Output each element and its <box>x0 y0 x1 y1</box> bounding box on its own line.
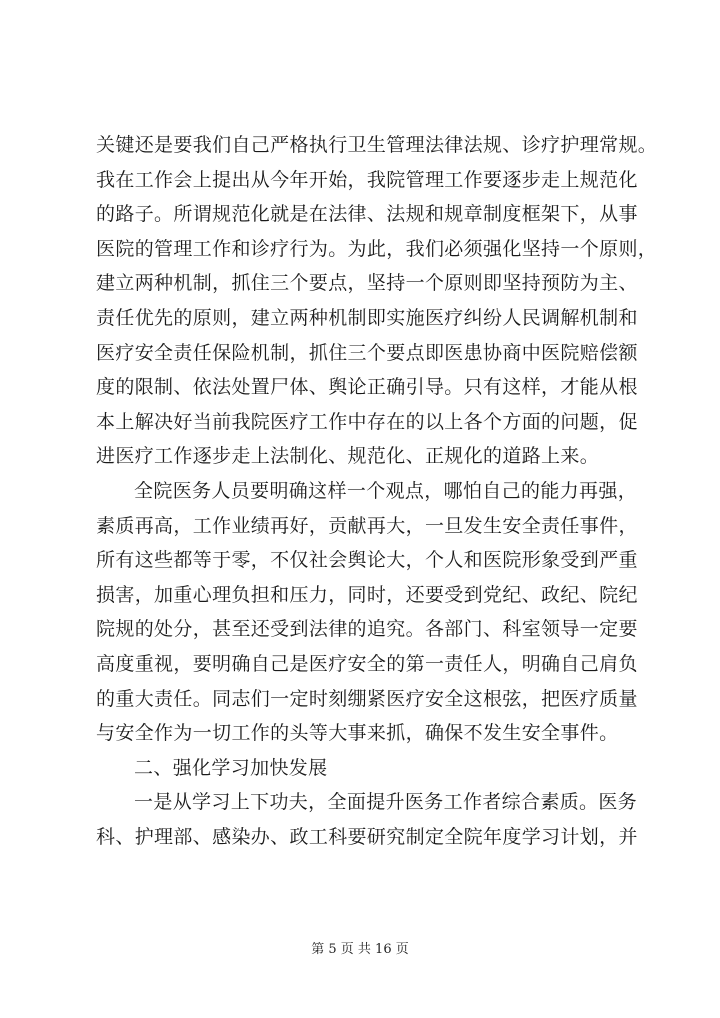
text-line: 科、护理部、感染办、政工科要研究制定全院年度学习计划，并 <box>96 825 638 848</box>
text-line: 损害，加重心理负担和压力，同时，还要受到党纪、政纪、院纪 <box>96 583 638 606</box>
text-line: 的重大责任。同志们一定时刻绷紧医疗安全这根弦，把医疗质量 <box>96 687 638 710</box>
text-line: 本上解决好当前我院医疗工作中存在的以上各个方面的问题，促 <box>96 410 638 433</box>
paragraph-start-line: 一是从学习上下功夫，全面提升医务工作者综合素质。医务 <box>134 791 638 814</box>
text-line: 素质再高，工作业绩再好，贡献再大，一旦发生安全责任事件， <box>96 514 638 537</box>
text-line: 的路子。所谓规范化就是在法律、法规和规章制度框架下，从事 <box>96 203 638 226</box>
body-text <box>96 128 656 854</box>
text-line: 我在工作会上提出从今年开始，我院管理工作要逐步走上规范化 <box>96 168 638 191</box>
paragraph-start-line: 全院医务人员要明确这样一个观点，哪怕自己的能力再强， <box>134 479 638 502</box>
text-line: 与安全作为一切工作的头等大事来抓，确保不发生安全事件。 <box>96 722 619 745</box>
text-line: 进医疗工作逐步走上法制化、规范化、正规化的道路上来。 <box>96 445 600 468</box>
text-line: 医疗安全责任保险机制，抓住三个要点即医患协商中医院赔偿额 <box>96 341 638 364</box>
text-line: 医院的管理工作和诊疗行为。为此，我们必须强化坚持一个原则， <box>96 237 658 260</box>
section-heading: 二、强化学习加快发展 <box>134 756 328 779</box>
text-line: 责任优先的原则，建立两种机制即实施医疗纠纷人民调解机制和 <box>96 306 638 329</box>
text-line: 所有这些都等于零，不仅社会舆论大，个人和医院形象受到严重 <box>96 549 638 572</box>
text-line: 建立两种机制，抓住三个要点，坚持一个原则即坚持预防为主、 <box>96 272 638 295</box>
text-line: 关键还是要我们自己严格执行卫生管理法律法规、诊疗护理常规。 <box>96 134 658 156</box>
page-number-footer: 第 5 页 共 16 页 <box>311 942 409 957</box>
text-line: 度的限制、依法处置尸体、舆论正确引导。只有这样，才能从根 <box>96 376 638 399</box>
text-line: 院规的处分，甚至还受到法律的追究。各部门、科室领导一定要 <box>96 618 638 641</box>
text-line: 高度重视，要明确自己是医疗安全的第一责任人，明确自己肩负 <box>96 652 638 675</box>
